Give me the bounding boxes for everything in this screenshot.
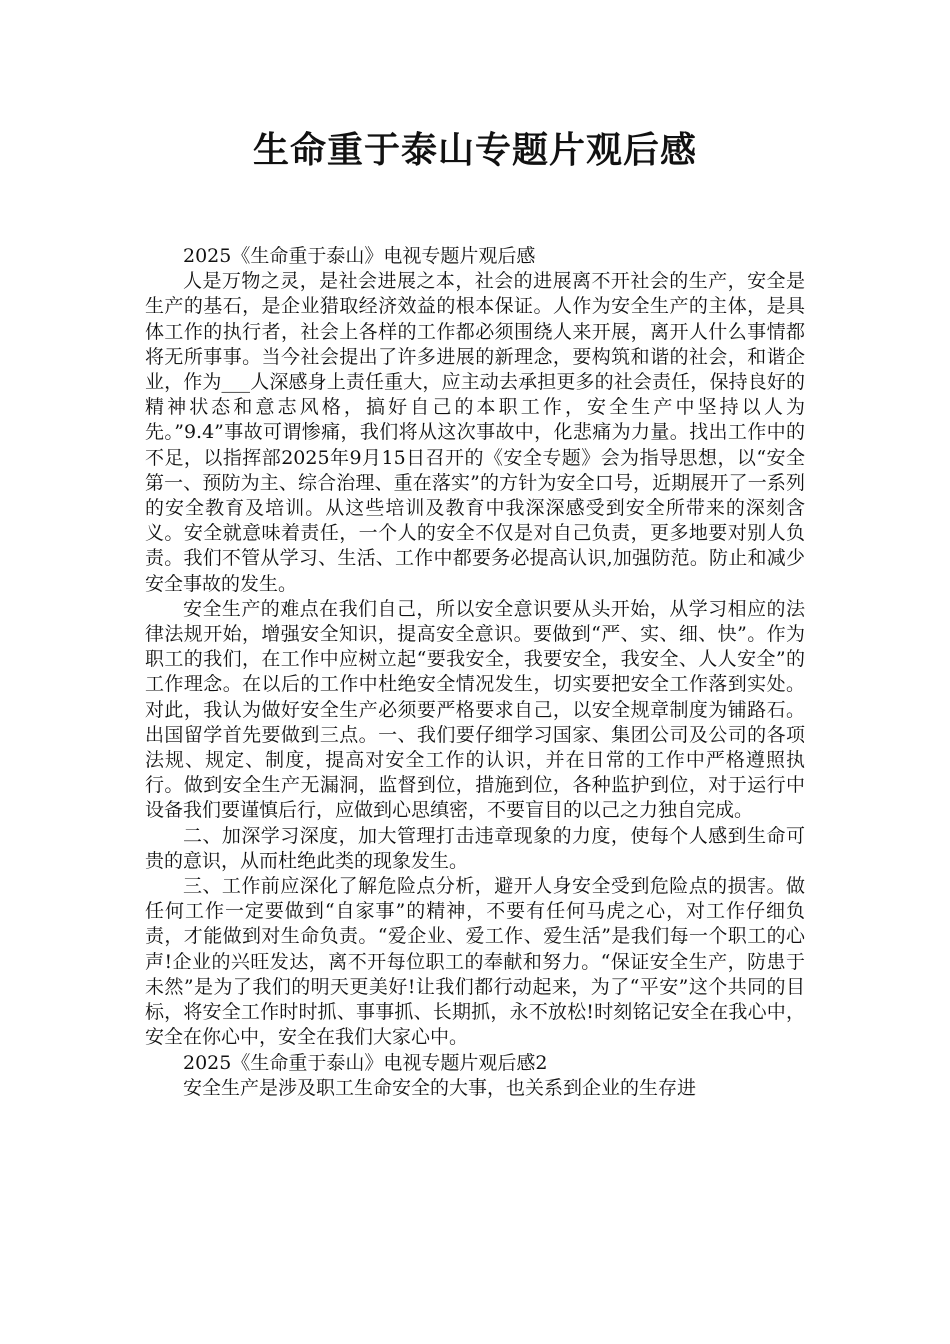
section-heading: 2025《生命重于泰山》电视专题片观后感2 xyxy=(183,1051,548,1074)
section-heading: 2025《生命重于泰山》电视专题片观后感 xyxy=(183,245,536,267)
body-paragraph: 安全生产是涉及职工生命安全的大事，也关系到企业的生存进 xyxy=(183,1076,697,1099)
body-paragraph: 人是万物之灵，是社会进展之本，社会的进展离不开社会的生产，安全是生产的基石，是企业猎取经济效益的根本保证。人作为安全生产的主体，是具体工作的执行者，社会上各样的工作都必须围绕人来开展，离开人什么事情都将无所事事。当今社会提出了许多进展的新理念，要构筑和谐的社会，和谐企业，作为___人深感身上责任重大，应主动去承担更多的社会责任，保持良好的精神状态和意志风格，搞好自己的本职工作，安全生产中坚持以人为先。”9.4”事故可谓惨痛，我们将从这次事故中，化悲痛为力量。找出工作中的不足，以指挥部2025年9月15日召开的《安全专题》会为指导思想，以“安全第一、预防为主、综合治理、重在落实”的方针为安全口号，近期展开了一系列的安全教育及培训。从这些培训及教育中我深深感受到安全所带来的深刻含义。安全就意味着责任，一个人的安全不仅是对自己负责，更多地要对别人负责。我们不管从学习、生活、工作中都要务必提高认识,加强防范。防止和减少安全事故的发生。 xyxy=(145,270,805,595)
document-body xyxy=(145,244,805,1101)
body-paragraph: 三、工作前应深化了解危险点分析，避开人身安全受到危险点的损害。做任何工作一定要做到“自家事”的精神，不要有任何马虎之心，对工作仔细负责，才能做到对生命负责。“爱企业、爱工作、爱生活”是我们每一个职工的心声!企业的兴旺发达，离不开每位职工的奉献和努力。“保证安全生产，防患于未然”是为了我们的明天更美好!让我们都行动起来，为了“平安”这个共同的目标，将安全工作时时抓、事事抓、长期抓，永不放松!时刻铭记安全在我心中，安全在你心中，安全在我们大家心中。 xyxy=(145,875,805,1049)
document-title: 生命重于泰山专题片观后感 xyxy=(252,130,697,171)
body-paragraph: 安全生产的难点在我们自己，所以安全意识要从头开始，从学习相应的法律法规开始，增强安全知识，提高安全意识。要做到“严、实、细、快”。作为职工的我们，在工作中应树立起“要我安全，我要安全，我安全、人人安全”的工作理念。在以后的工作中杜绝安全情况发生，切实要把安全工作落到实处。对此，我认为做好安全生产必须要严格要求自己，以安全规章制度为铺路石。出国留学首先要做到三点。一、我们要仔细学习国家、集团公司及公司的各项法规、规定、制度，提高对安全工作的认识，并在日常的工作中严格遵照执行。做到安全生产无漏洞，监督到位，措施到位，各种监护到位，对于运行中设备我们要谨慎后行，应做到心思缜密，不要盲目的以己之力独自完成。 xyxy=(145,597,805,822)
body-paragraph: 二、加深学习深度，加大管理打击违章现象的力度，使每个人感到生命可贵的意识，从而杜绝此类的现象发生。 xyxy=(145,824,805,872)
